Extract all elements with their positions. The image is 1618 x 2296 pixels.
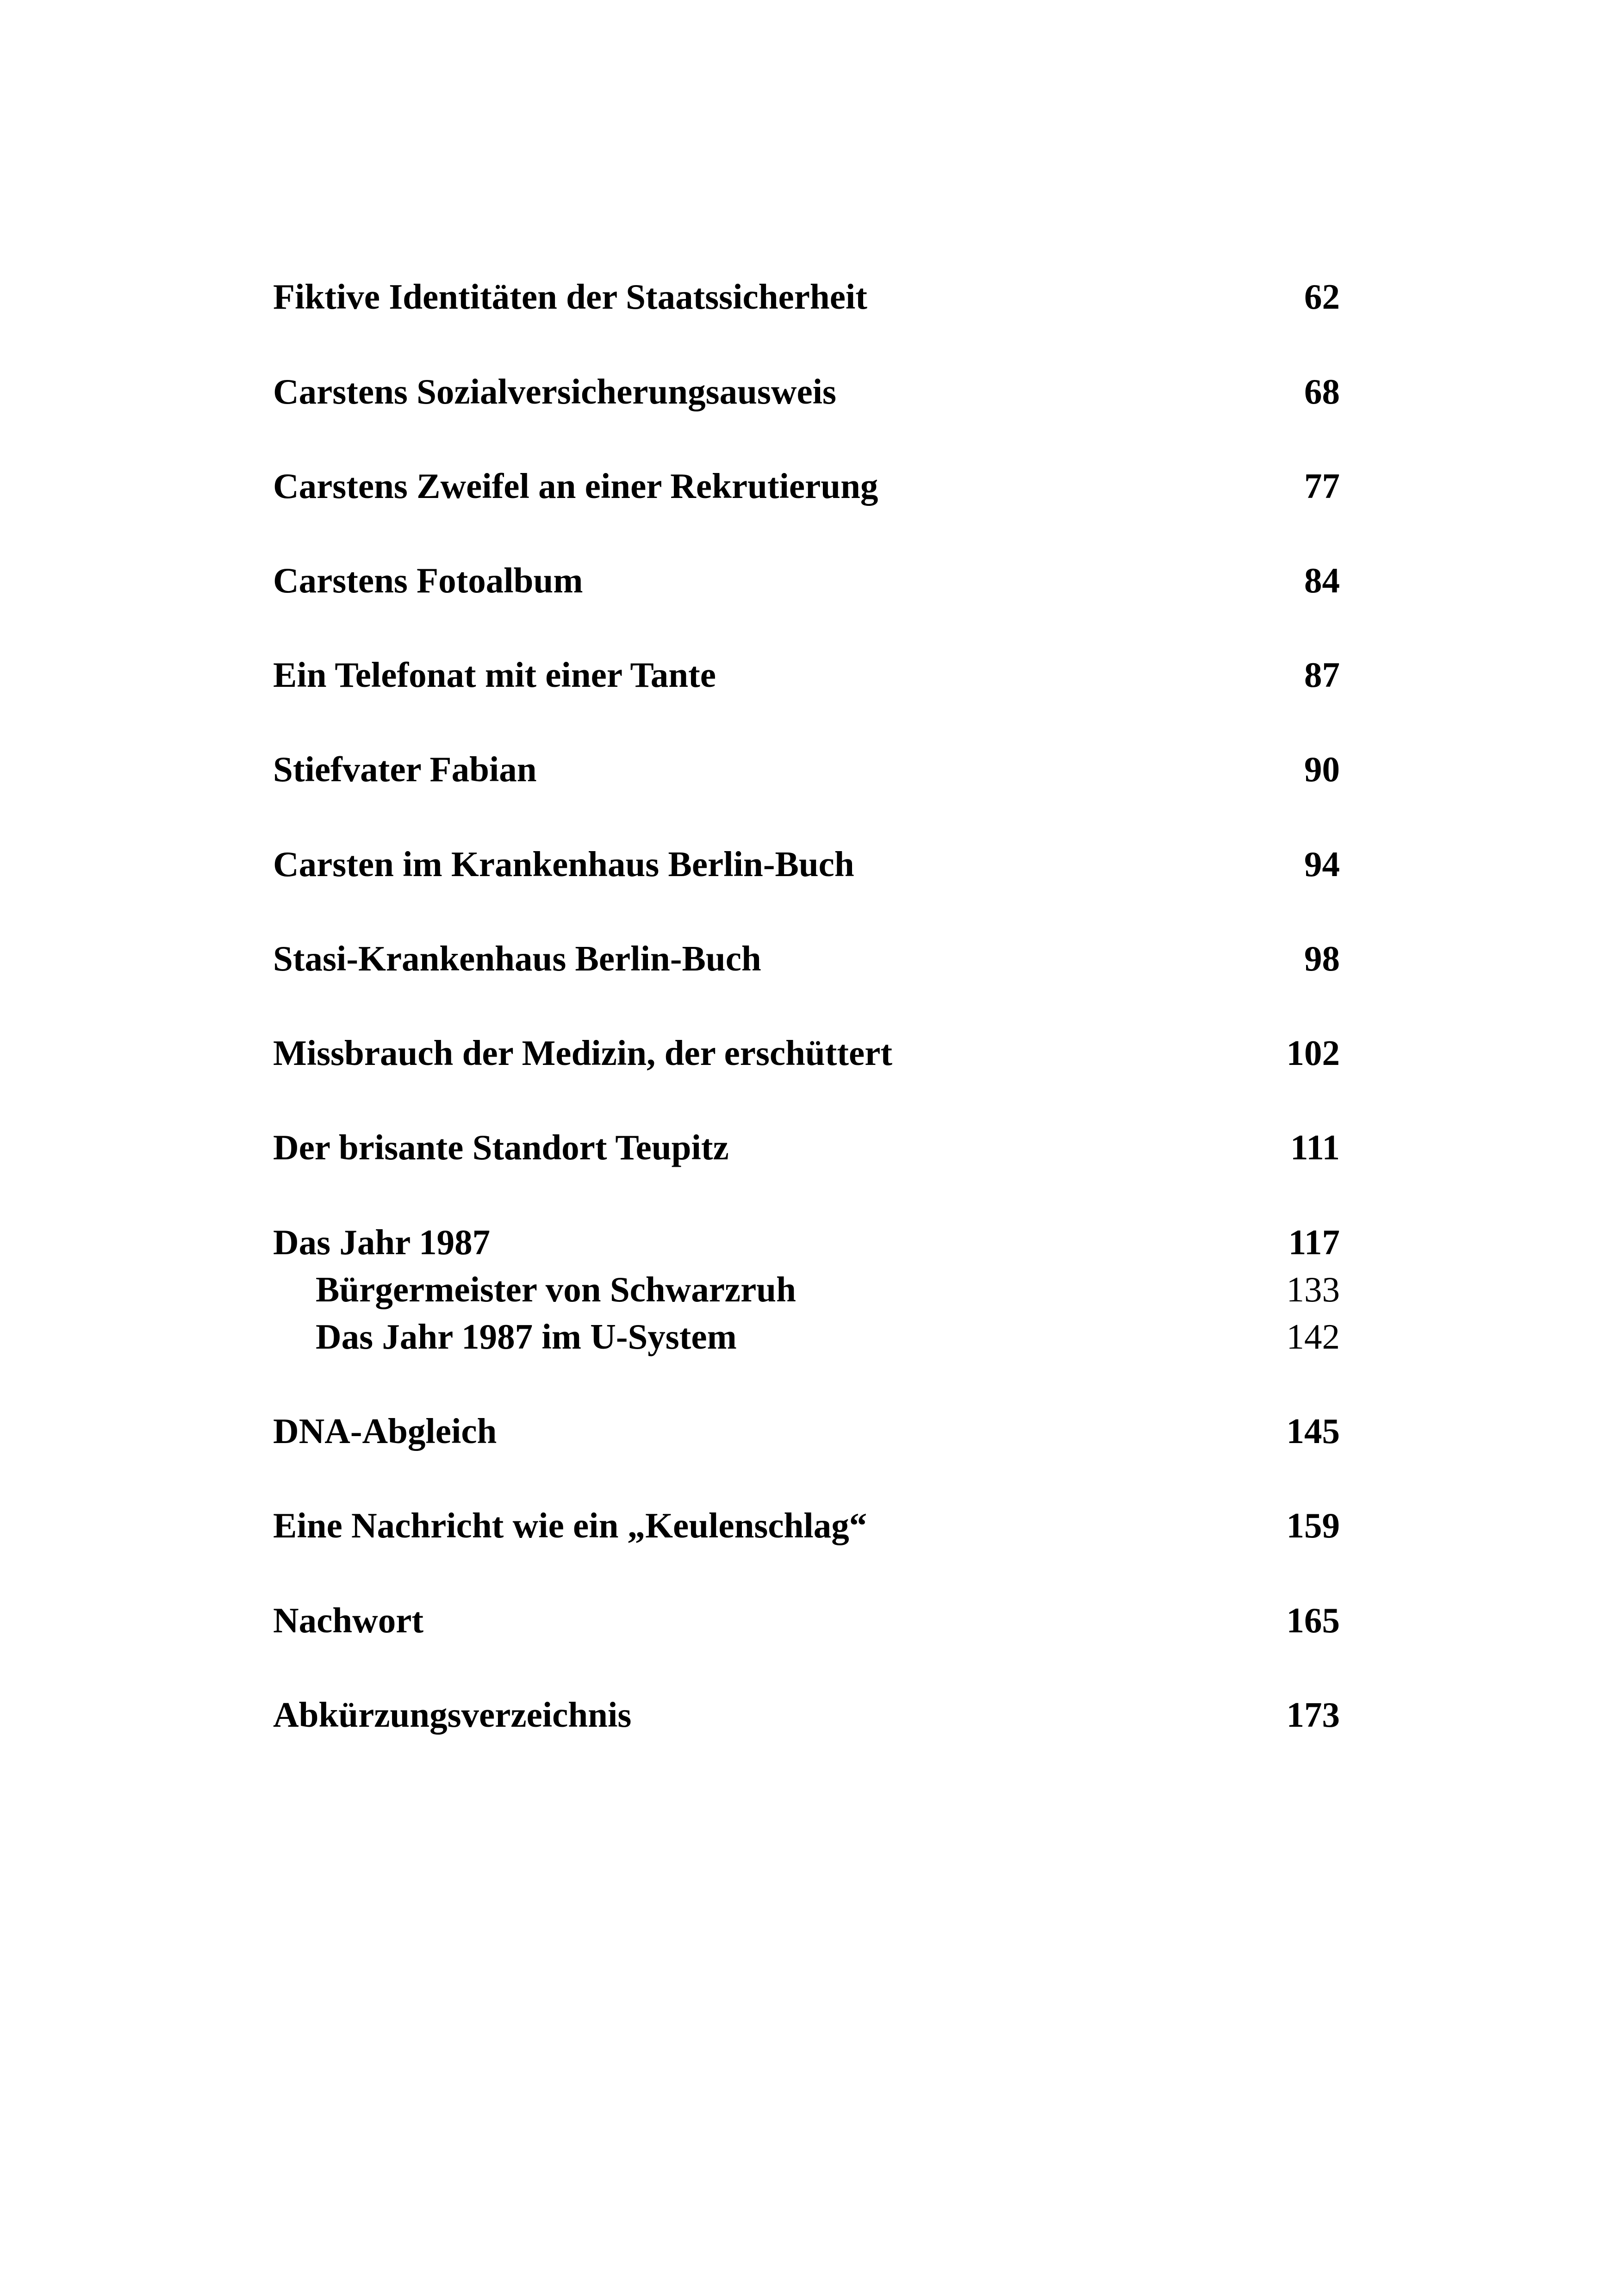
toc-subentry-title: Das Jahr 1987 im U-System (316, 1317, 737, 1356)
toc-entry-title: Nachwort (273, 1600, 424, 1640)
toc-entry-title: Carstens Fotoalbum (273, 560, 583, 600)
toc-entry (273, 935, 1340, 982)
toc-entry (273, 841, 1340, 887)
toc-entry-page: 94 (1304, 844, 1340, 884)
toc-entry-page: 117 (1288, 1222, 1340, 1262)
toc-entry-page: 77 (1304, 466, 1340, 506)
toc-entry-page: 102 (1286, 1033, 1340, 1073)
toc-entry-page: 68 (1304, 372, 1340, 411)
toc-entry-title: Der brisante Standort Teupitz (273, 1127, 729, 1167)
toc-entry (273, 746, 1340, 792)
toc-entry (273, 1408, 1340, 1454)
toc-entry-page: 173 (1286, 1695, 1340, 1735)
toc-entry (273, 463, 1340, 509)
toc-subentry (273, 1313, 1340, 1360)
toc-entry-title: Missbrauch der Medizin, der erschüttert (273, 1033, 893, 1073)
toc-entry-title: Carstens Zweifel an einer Rekrutierung (273, 466, 878, 506)
toc-entry-title: Carsten im Krankenhaus Berlin-Buch (273, 844, 854, 884)
toc-entry-title: Das Jahr 1987 (273, 1222, 491, 1262)
toc-entry (273, 1030, 1340, 1076)
toc-entry-title: Stasi-Krankenhaus Berlin-Buch (273, 939, 761, 978)
toc-entry-page: 87 (1304, 655, 1340, 695)
toc-subentry-page: 133 (1286, 1269, 1340, 1309)
toc-entry-page: 90 (1304, 749, 1340, 789)
toc-entry-title: Eine Nachricht wie ein „Keulenschlag“ (273, 1506, 867, 1545)
toc-entry-page: 84 (1304, 560, 1340, 600)
toc-entry (273, 1124, 1340, 1170)
toc-entry (273, 274, 1340, 320)
toc-entry-title: Abkürzungsverzeichnis (273, 1695, 632, 1735)
toc-entry (273, 1597, 1340, 1643)
toc-entry-page: 62 (1304, 277, 1340, 317)
toc-entry-page: 111 (1290, 1127, 1340, 1167)
toc-entry-title: Stiefvater Fabian (273, 749, 537, 789)
toc-entry (273, 1219, 1340, 1265)
toc-entry (273, 557, 1340, 604)
toc-entry-page: 159 (1286, 1506, 1340, 1545)
toc-subentry-page: 142 (1286, 1317, 1340, 1356)
toc-entry-title: Carstens Sozialversicherungsausweis (273, 372, 836, 411)
toc-entry-title: DNA-Abgleich (273, 1411, 497, 1451)
table-of-contents (273, 0, 1340, 2296)
toc-entry-title: Fiktive Identitäten der Staatssicherheit (273, 277, 867, 317)
toc-entry (273, 1502, 1340, 1549)
toc-subentry (273, 1266, 1340, 1313)
toc-entry (273, 368, 1340, 415)
toc-entry-page: 145 (1286, 1411, 1340, 1451)
toc-subentry-title: Bürgermeister von Schwarzruh (316, 1269, 796, 1309)
toc-entry-page: 165 (1286, 1600, 1340, 1640)
toc-entry-page: 98 (1304, 939, 1340, 978)
toc-entry (273, 1692, 1340, 1738)
toc-entry-title: Ein Telefonat mit einer Tante (273, 655, 716, 695)
toc-entry (273, 652, 1340, 698)
